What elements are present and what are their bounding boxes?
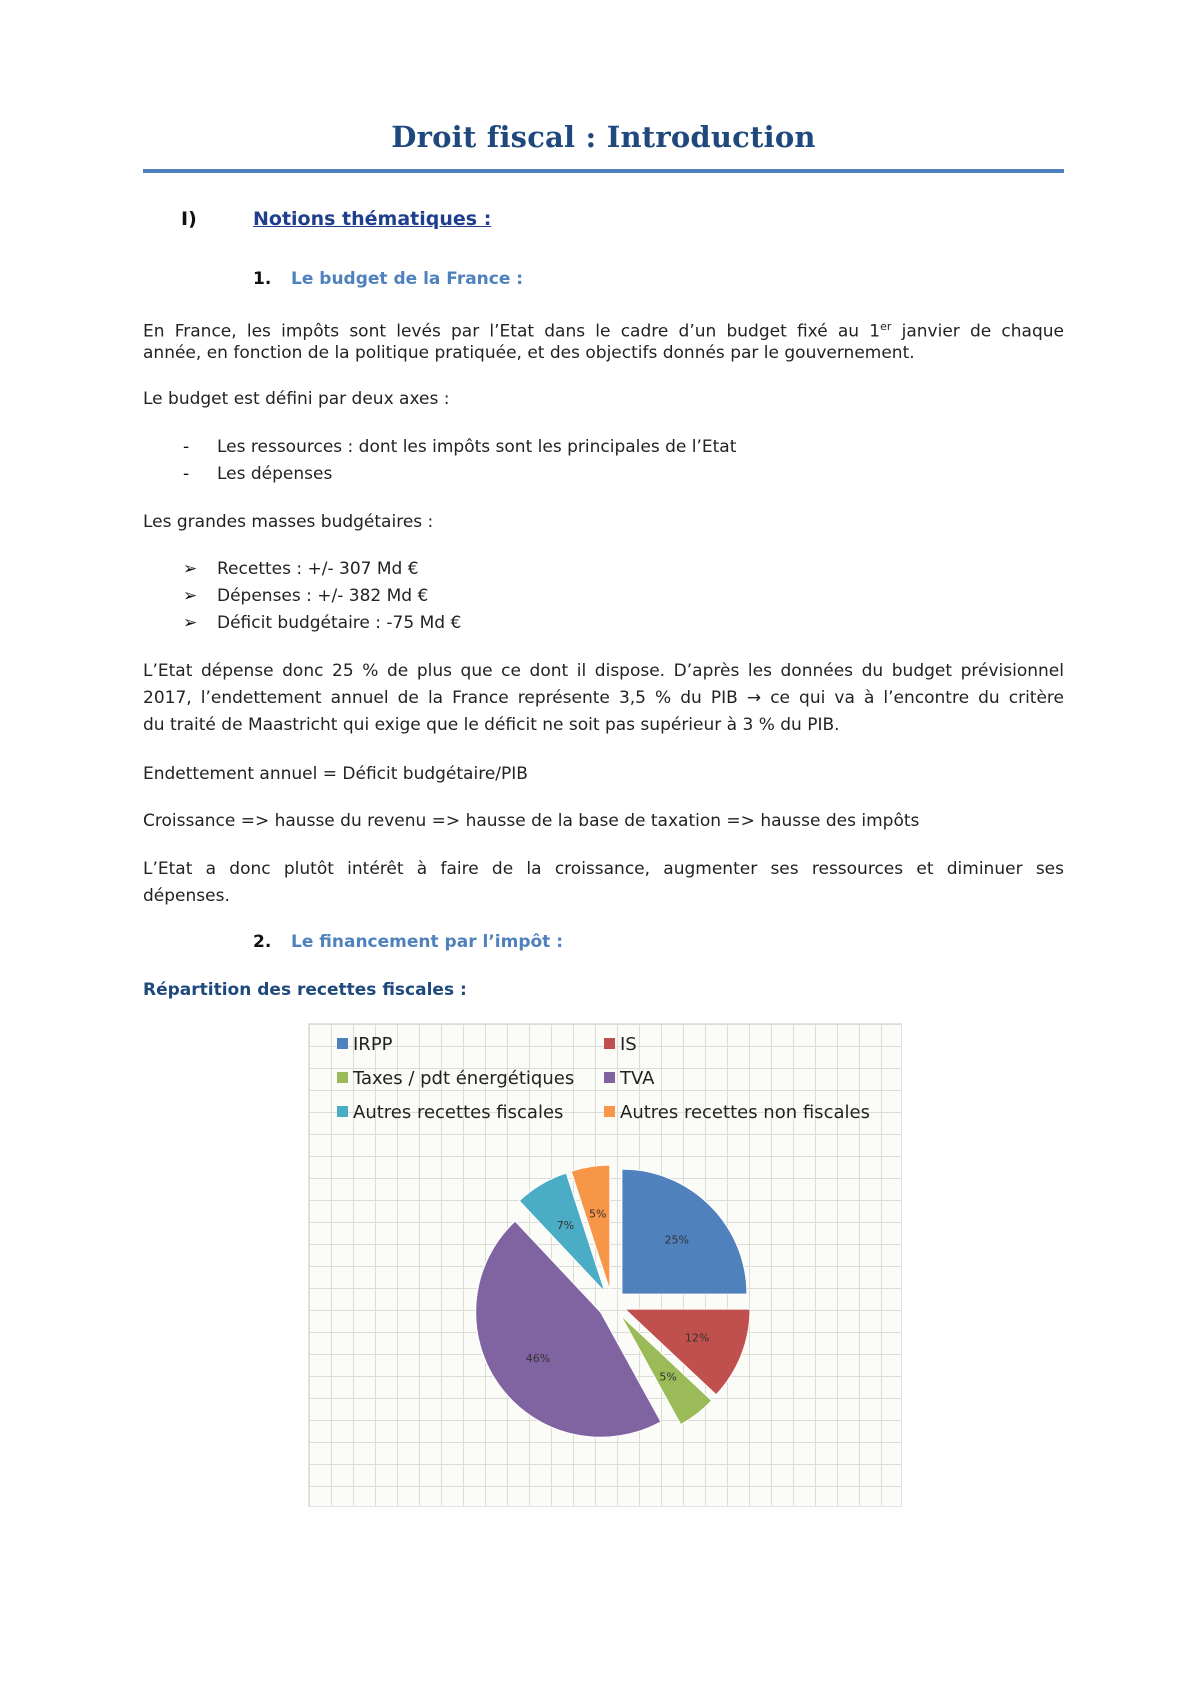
pie-slice xyxy=(622,1169,747,1294)
paragraph-budget-line2: année, en fonction de la politique pratiquée, et des objectifs donnés par le gouvernement. xyxy=(143,343,915,363)
list-item-ressources: Les ressources : dont les impôts sont les principales de l’Etat xyxy=(217,437,737,457)
paragraph-deficit-line3: du traité de Maastricht qui exige que le déficit ne soit pas supérieur à 3 % du PIB. xyxy=(143,715,840,735)
paragraph-masses-intro: Les grandes masses budgétaires : xyxy=(143,512,434,532)
section-title: Notions thématiques : xyxy=(253,208,492,230)
list-item-depenses: Les dépenses xyxy=(217,464,333,484)
subsection-2-title: Le financement par l’impôt : xyxy=(291,932,564,952)
pie-chart-svg xyxy=(309,1024,901,1506)
list-item-deficit: Déficit budgétaire : -75 Md € xyxy=(217,613,462,633)
slice-data-label: 46% xyxy=(525,1351,551,1365)
legend-label: IS xyxy=(620,1034,637,1055)
slice-data-label: 5% xyxy=(659,1370,677,1384)
paragraph-deficit-line1: L’Etat dépense donc 25 % de plus que ce dont il dispose. D’après les données du budget prévisionnel xyxy=(143,661,1064,681)
arrow-bullet-icon: ➢ xyxy=(183,586,198,606)
legend-label: Taxes / pdt énergétiques xyxy=(353,1068,575,1089)
arrow-bullet-icon: ➢ xyxy=(183,613,198,633)
slice-data-label: 5% xyxy=(588,1207,607,1221)
dash-marker: - xyxy=(183,437,190,457)
slice-data-label: 12% xyxy=(684,1331,710,1345)
section-number: I) xyxy=(181,208,197,230)
dash-marker: - xyxy=(183,464,190,484)
list-item-depenses-montant: Dépenses : +/- 382 Md € xyxy=(217,586,429,606)
formula-endettement: Endettement annuel = Déficit budgétaire/PIB xyxy=(143,764,528,784)
legend-label: Autres recettes non fiscales xyxy=(620,1102,870,1123)
legend-label: IRPP xyxy=(353,1034,393,1055)
arrow-bullet-icon: ➢ xyxy=(183,559,198,579)
document-title: Droit fiscal : Introduction xyxy=(391,120,816,154)
paragraph-budget-line1: En France, les impôts sont levés par l’Etat dans le cadre d’un budget fixé au 1er janvier de chaque xyxy=(143,320,1064,342)
list-item-recettes: Recettes : +/- 307 Md € xyxy=(217,559,419,579)
paragraph-axes-intro: Le budget est défini par deux axes : xyxy=(143,389,450,409)
ordinal-superscript: er xyxy=(880,320,892,333)
paragraph-interet-line2: dépenses. xyxy=(143,886,230,906)
paragraph-deficit-line2: 2017, l’endettement annuel de la France représente 3,5 % du PIB → ce qui va à l’encontre du critère xyxy=(143,688,1064,708)
title-divider xyxy=(143,169,1064,173)
legend-label: Autres recettes fiscales xyxy=(353,1102,564,1123)
formula-croissance: Croissance => hausse du revenu => hausse de la base de taxation => hausse des impôts xyxy=(143,811,920,831)
chart-heading: Répartition des recettes fiscales : xyxy=(143,980,467,1000)
legend-label: TVA xyxy=(620,1068,655,1089)
slice-data-label: 7% xyxy=(556,1219,575,1233)
paragraph-interet-line1: L’Etat a donc plutôt intérêt à faire de la croissance, augmenter ses ressources et diminuer ses xyxy=(143,859,1064,879)
pie-chart xyxy=(308,1023,902,1507)
slice-data-label: 25% xyxy=(664,1233,689,1247)
subsection-2-number: 2. xyxy=(253,932,272,952)
subsection-1-number: 1. xyxy=(253,269,272,289)
subsection-1-title: Le budget de la France : xyxy=(291,269,524,289)
